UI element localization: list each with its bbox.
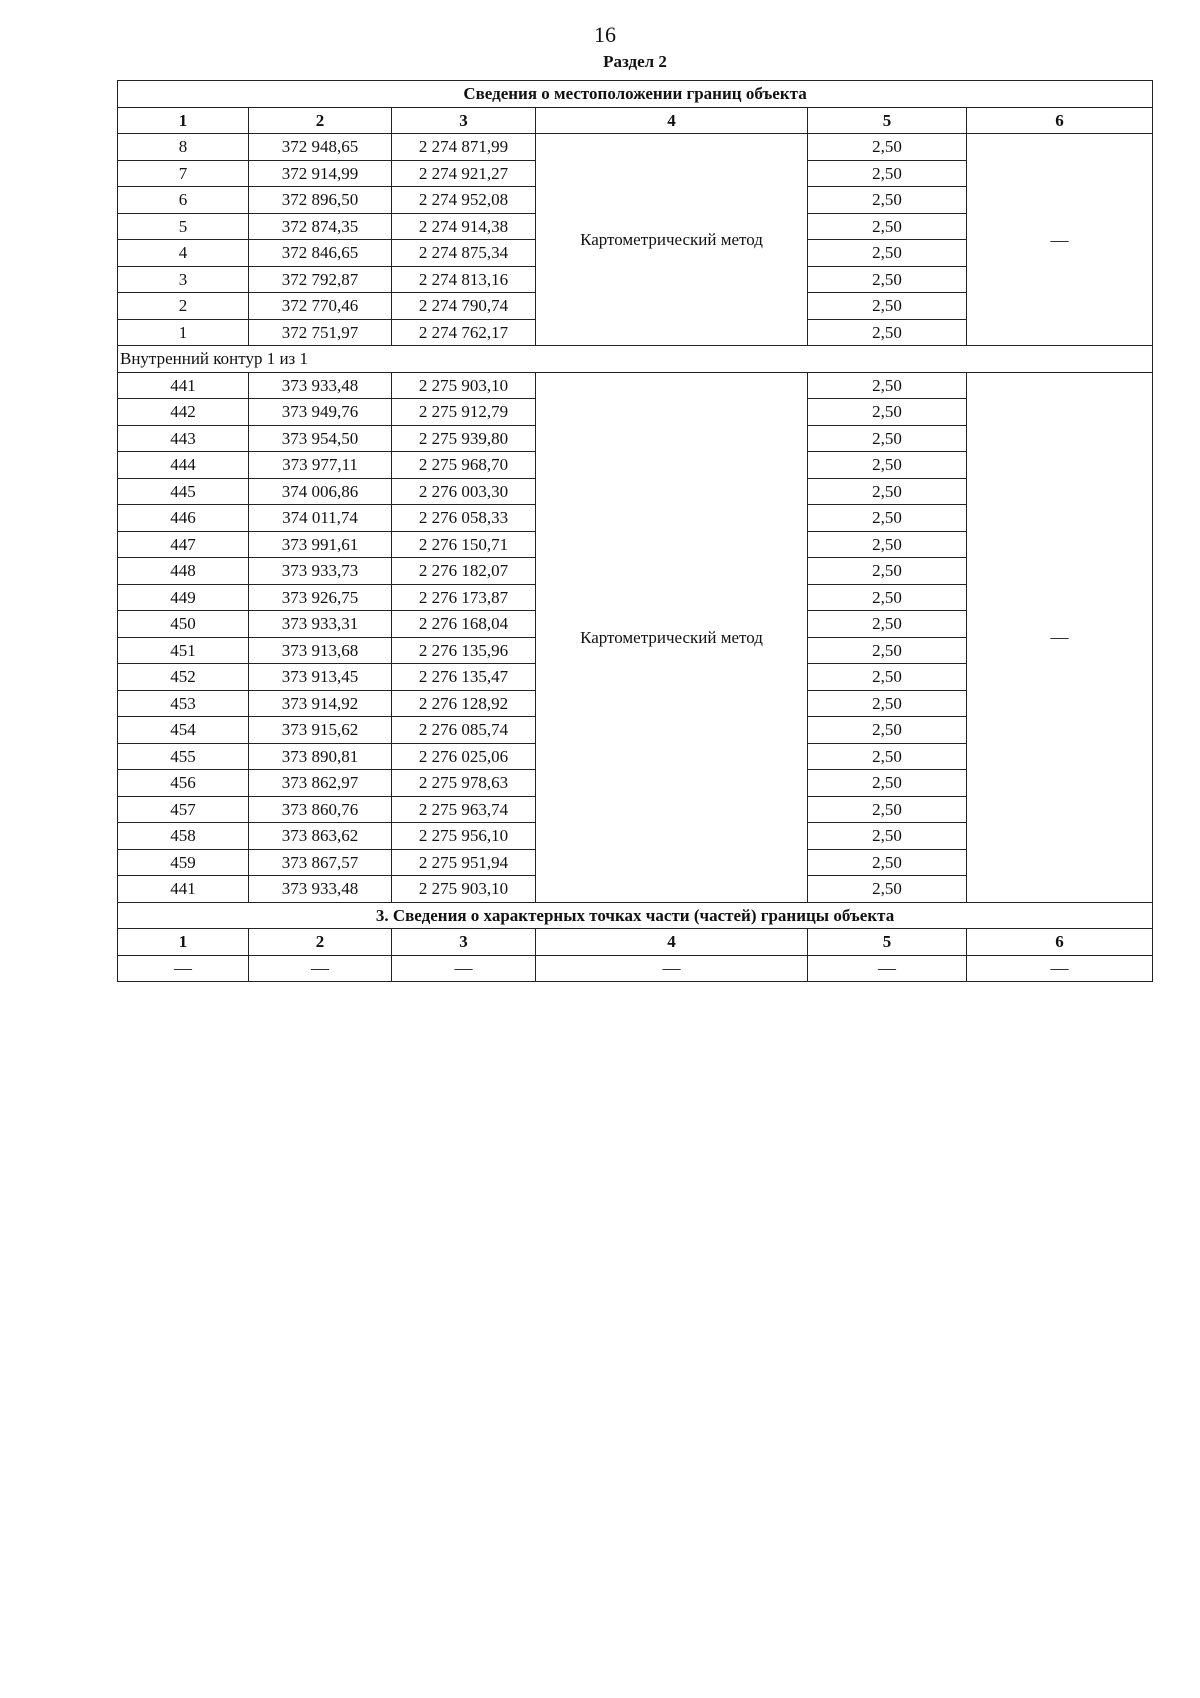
point-number: 443 bbox=[118, 425, 249, 452]
column-header: 5 bbox=[808, 107, 967, 134]
accuracy-cell: 2,50 bbox=[808, 690, 967, 717]
accuracy-cell: 2,50 bbox=[808, 637, 967, 664]
point-number: 457 bbox=[118, 796, 249, 823]
coord-x: 373 890,81 bbox=[249, 743, 392, 770]
coord-x: 374 006,86 bbox=[249, 478, 392, 505]
coord-x: 373 913,45 bbox=[249, 664, 392, 691]
description-cell: — bbox=[967, 134, 1153, 346]
coord-y: 2 274 871,99 bbox=[392, 134, 536, 161]
point-number: 445 bbox=[118, 478, 249, 505]
column-header: 6 bbox=[967, 107, 1153, 134]
point-number: 452 bbox=[118, 664, 249, 691]
coord-y: 2 275 951,94 bbox=[392, 849, 536, 876]
coord-y: 2 275 912,79 bbox=[392, 399, 536, 426]
inner-contour-label: Внутренний контур 1 из 1 bbox=[118, 346, 1153, 373]
coord-x: 372 846,65 bbox=[249, 240, 392, 267]
point-number: 3 bbox=[118, 266, 249, 293]
table-title-row bbox=[118, 902, 1153, 929]
coord-y: 2 276 150,71 bbox=[392, 531, 536, 558]
empty-value-cell: — bbox=[392, 955, 536, 982]
point-number: 441 bbox=[118, 372, 249, 399]
coord-x: 372 914,99 bbox=[249, 160, 392, 187]
coord-x: 372 751,97 bbox=[249, 319, 392, 346]
coord-x: 373 860,76 bbox=[249, 796, 392, 823]
table-title-row bbox=[118, 81, 1153, 108]
coord-y: 2 274 952,08 bbox=[392, 187, 536, 214]
point-number: 444 bbox=[118, 452, 249, 479]
column-header: 1 bbox=[118, 107, 249, 134]
coord-x: 373 991,61 bbox=[249, 531, 392, 558]
point-number: 6 bbox=[118, 187, 249, 214]
accuracy-cell: 2,50 bbox=[808, 876, 967, 903]
coord-x: 373 915,62 bbox=[249, 717, 392, 744]
point-number: 450 bbox=[118, 611, 249, 638]
empty-value-cell: — bbox=[808, 955, 967, 982]
point-number: 454 bbox=[118, 717, 249, 744]
point-number: 446 bbox=[118, 505, 249, 532]
accuracy-cell: 2,50 bbox=[808, 743, 967, 770]
accuracy-cell: 2,50 bbox=[808, 293, 967, 320]
accuracy-cell: 2,50 bbox=[808, 134, 967, 161]
point-number: 451 bbox=[118, 637, 249, 664]
coord-x: 372 770,46 bbox=[249, 293, 392, 320]
accuracy-cell: 2,50 bbox=[808, 425, 967, 452]
point-number: 1 bbox=[118, 319, 249, 346]
coord-y: 2 276 135,96 bbox=[392, 637, 536, 664]
column-header: 2 bbox=[249, 929, 392, 956]
point-number: 458 bbox=[118, 823, 249, 850]
accuracy-cell: 2,50 bbox=[808, 187, 967, 214]
coord-x: 373 949,76 bbox=[249, 399, 392, 426]
coord-y: 2 276 128,92 bbox=[392, 690, 536, 717]
coord-x: 372 792,87 bbox=[249, 266, 392, 293]
coord-x: 373 954,50 bbox=[249, 425, 392, 452]
coord-y: 2 276 173,87 bbox=[392, 584, 536, 611]
point-number: 449 bbox=[118, 584, 249, 611]
method-cell: Картометрический метод bbox=[536, 134, 808, 346]
accuracy-cell: 2,50 bbox=[808, 664, 967, 691]
coord-x: 374 011,74 bbox=[249, 505, 392, 532]
accuracy-cell: 2,50 bbox=[808, 770, 967, 797]
point-number: 455 bbox=[118, 743, 249, 770]
coord-y: 2 275 978,63 bbox=[392, 770, 536, 797]
column-header: 3 bbox=[392, 107, 536, 134]
coord-y: 2 276 025,06 bbox=[392, 743, 536, 770]
accuracy-cell: 2,50 bbox=[808, 796, 967, 823]
coord-y: 2 274 813,16 bbox=[392, 266, 536, 293]
section-3-title: 3. Сведения о характерных точках части (частей) границы объекта bbox=[118, 902, 1153, 929]
coord-y: 2 274 762,17 bbox=[392, 319, 536, 346]
accuracy-cell: 2,50 bbox=[808, 266, 967, 293]
point-number: 4 bbox=[118, 240, 249, 267]
accuracy-cell: 2,50 bbox=[808, 531, 967, 558]
method-cell: Картометрический метод bbox=[536, 372, 808, 902]
coord-y: 2 276 085,74 bbox=[392, 717, 536, 744]
coord-x: 373 933,73 bbox=[249, 558, 392, 585]
coord-y: 2 274 875,34 bbox=[392, 240, 536, 267]
column-header: 6 bbox=[967, 929, 1153, 956]
coord-x: 373 867,57 bbox=[249, 849, 392, 876]
coord-x: 373 977,11 bbox=[249, 452, 392, 479]
coord-x: 373 933,31 bbox=[249, 611, 392, 638]
table-title: Сведения о местоположении границ объекта bbox=[118, 81, 1153, 108]
accuracy-cell: 2,50 bbox=[808, 584, 967, 611]
table-row bbox=[118, 955, 1153, 982]
coord-y: 2 275 903,10 bbox=[392, 372, 536, 399]
accuracy-cell: 2,50 bbox=[808, 372, 967, 399]
accuracy-cell: 2,50 bbox=[808, 399, 967, 426]
page-number: 16 bbox=[594, 22, 616, 47]
boundary-table-body bbox=[118, 81, 1153, 982]
accuracy-cell: 2,50 bbox=[808, 478, 967, 505]
coord-y: 2 276 003,30 bbox=[392, 478, 536, 505]
description-cell: — bbox=[967, 372, 1153, 902]
coord-x: 373 863,62 bbox=[249, 823, 392, 850]
coord-y: 2 275 968,70 bbox=[392, 452, 536, 479]
coord-y: 2 275 903,10 bbox=[392, 876, 536, 903]
accuracy-cell: 2,50 bbox=[808, 505, 967, 532]
empty-value-cell: — bbox=[536, 955, 808, 982]
empty-value-cell: — bbox=[118, 955, 249, 982]
accuracy-cell: 2,50 bbox=[808, 717, 967, 744]
coord-x: 372 948,65 bbox=[249, 134, 392, 161]
accuracy-cell: 2,50 bbox=[808, 823, 967, 850]
point-number: 441 bbox=[118, 876, 249, 903]
coord-y: 2 274 921,27 bbox=[392, 160, 536, 187]
coord-y: 2 275 939,80 bbox=[392, 425, 536, 452]
empty-value-cell: — bbox=[967, 955, 1153, 982]
coord-x: 373 862,97 bbox=[249, 770, 392, 797]
header-row bbox=[118, 929, 1153, 956]
coord-y: 2 276 182,07 bbox=[392, 558, 536, 585]
contour-label-row bbox=[118, 346, 1153, 373]
coord-x: 373 933,48 bbox=[249, 876, 392, 903]
accuracy-cell: 2,50 bbox=[808, 213, 967, 240]
accuracy-cell: 2,50 bbox=[808, 160, 967, 187]
coord-y: 2 275 963,74 bbox=[392, 796, 536, 823]
point-number: 2 bbox=[118, 293, 249, 320]
coord-y: 2 276 135,47 bbox=[392, 664, 536, 691]
point-number: 459 bbox=[118, 849, 249, 876]
boundary-table bbox=[117, 80, 1153, 982]
accuracy-cell: 2,50 bbox=[808, 452, 967, 479]
header-row bbox=[118, 107, 1153, 134]
point-number: 447 bbox=[118, 531, 249, 558]
coord-x: 372 896,50 bbox=[249, 187, 392, 214]
point-number: 456 bbox=[118, 770, 249, 797]
accuracy-cell: 2,50 bbox=[808, 240, 967, 267]
coord-y: 2 276 168,04 bbox=[392, 611, 536, 638]
column-header: 5 bbox=[808, 929, 967, 956]
accuracy-cell: 2,50 bbox=[808, 558, 967, 585]
point-number: 5 bbox=[118, 213, 249, 240]
column-header: 3 bbox=[392, 929, 536, 956]
point-number: 7 bbox=[118, 160, 249, 187]
coord-x: 373 926,75 bbox=[249, 584, 392, 611]
coord-x: 373 914,92 bbox=[249, 690, 392, 717]
coord-y: 2 274 914,38 bbox=[392, 213, 536, 240]
column-header: 4 bbox=[536, 929, 808, 956]
table-row bbox=[118, 372, 1153, 399]
point-number: 442 bbox=[118, 399, 249, 426]
coord-x: 373 933,48 bbox=[249, 372, 392, 399]
point-number: 448 bbox=[118, 558, 249, 585]
coord-y: 2 275 956,10 bbox=[392, 823, 536, 850]
column-header: 1 bbox=[118, 929, 249, 956]
accuracy-cell: 2,50 bbox=[808, 611, 967, 638]
point-number: 453 bbox=[118, 690, 249, 717]
table-row bbox=[118, 134, 1153, 161]
point-number: 8 bbox=[118, 134, 249, 161]
coord-y: 2 274 790,74 bbox=[392, 293, 536, 320]
accuracy-cell: 2,50 bbox=[808, 319, 967, 346]
coord-x: 373 913,68 bbox=[249, 637, 392, 664]
coord-y: 2 276 058,33 bbox=[392, 505, 536, 532]
column-header: 4 bbox=[536, 107, 808, 134]
section-title: Раздел 2 bbox=[603, 52, 667, 71]
accuracy-cell: 2,50 bbox=[808, 849, 967, 876]
empty-value-cell: — bbox=[249, 955, 392, 982]
column-header: 2 bbox=[249, 107, 392, 134]
coord-x: 372 874,35 bbox=[249, 213, 392, 240]
